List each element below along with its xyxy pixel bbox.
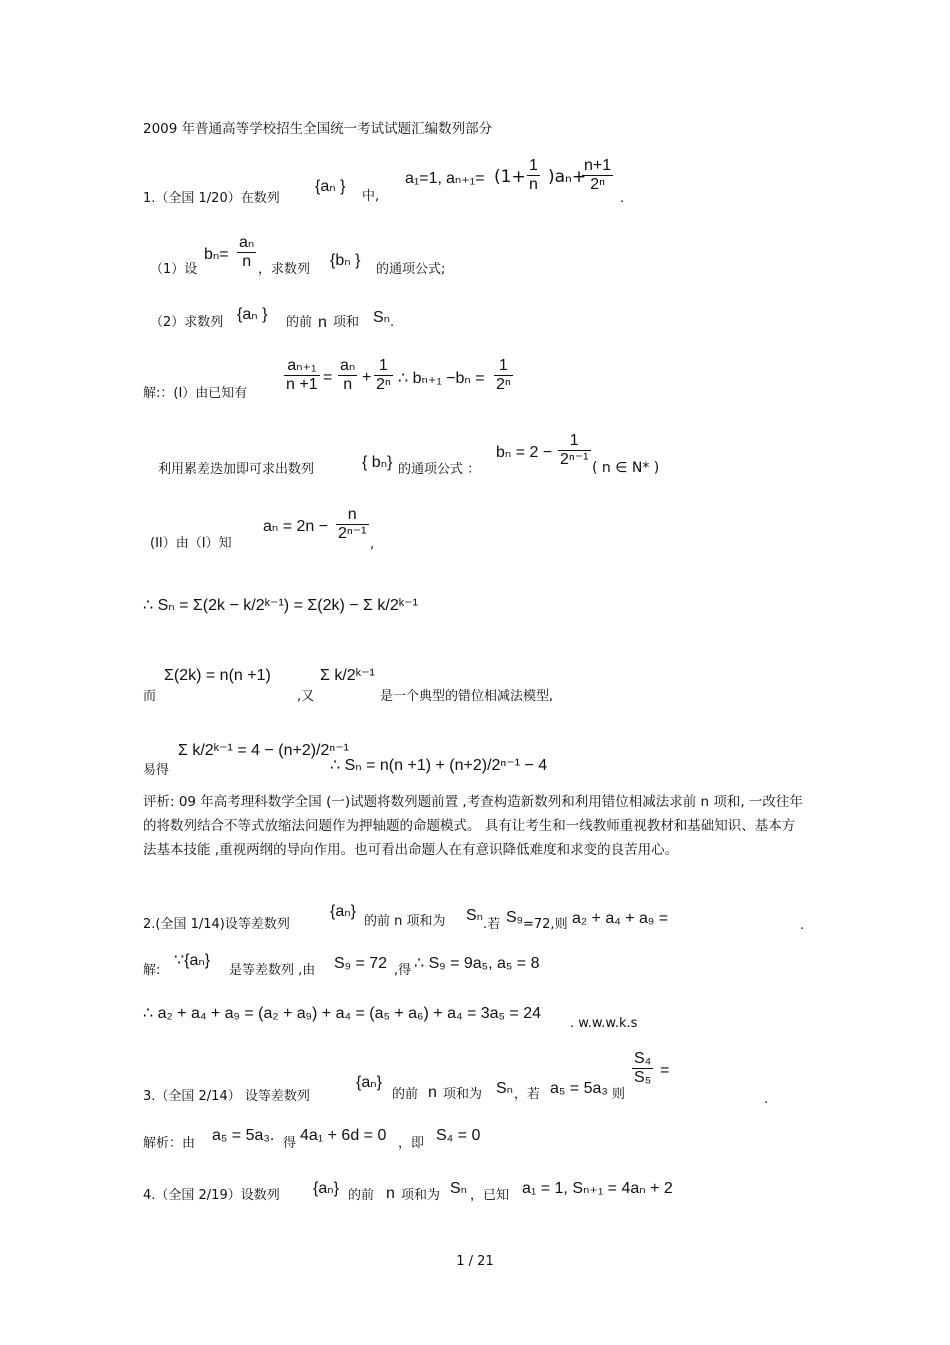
q4-cond: a₁ = 1, Sₙ₊₁ = 4aₙ + 2 [522, 1180, 673, 1197]
q1-intro: 1.（全国 1/20）在数列 [143, 191, 280, 206]
q4-text1: 的前 [348, 1188, 375, 1203]
q2-expr: a₂ + a₄ + a₉ = [572, 910, 669, 927]
q1-yi-result: ∴ Sₙ = n(n +1) + (n+2)/2ⁿ⁻¹ − 4 [330, 757, 548, 774]
q3-sol-result: S₄ = 0 [436, 1127, 481, 1144]
q2-intro: 2.(全国 1/14)设等差数列 [143, 917, 290, 932]
q1-cond-a1: a₁=1, [405, 170, 442, 187]
q1-period: . [620, 191, 625, 206]
q1-part2-seq: {aₙ } [237, 306, 268, 323]
q2-seq: {aₙ} [330, 903, 356, 920]
frac-numerator: S₄ [632, 1050, 653, 1069]
q4-n: n [386, 1185, 395, 1202]
q1-part2-text1: 的前 [286, 315, 313, 330]
q1-zhong: 中, [362, 189, 380, 204]
q1-sum-tail: 的通项公式 ： [398, 462, 481, 477]
q1-sn-formula: ∴ Sₙ = Σ(2k − k/2ᵏ⁻¹) = Σ(2k) − Σ k/2ᵏ⁻¹ [143, 597, 418, 614]
q1-part1-label: （1）设 [150, 262, 198, 277]
q3-sol-cond: a₅ = 5a₃. [212, 1127, 275, 1144]
q2-sol-text1: 是等差数列 ,由 [229, 963, 316, 978]
q3-text2: 项和为 [443, 1087, 483, 1102]
q3-sol-ji: ，即 [398, 1136, 425, 1151]
q1-er-expr2: Σ k/2ᵏ⁻¹ [320, 667, 375, 684]
q1-sum-domain: ( n ∈ N* ) [592, 460, 660, 476]
frac-denominator: 2ⁿ [496, 376, 511, 394]
q2-sn: Sₙ [466, 907, 484, 924]
q1-part1-seq: {bₙ } [330, 252, 361, 269]
q1-yi-label: 易得 [143, 763, 170, 778]
q3-fraction [632, 1050, 653, 1088]
q1-part2-n: n [318, 314, 327, 331]
q2-watermark: . w.w.w.k.s [570, 1016, 638, 1031]
frac-numerator: 1 [527, 157, 540, 176]
q1-cond-fraction-1 [527, 157, 540, 195]
q1-sol-equals: = [323, 369, 333, 386]
q2-s9: S₉ [506, 909, 524, 926]
q1-sol-therefore: ∴ bₙ₊₁ −bₙ = [398, 370, 485, 387]
q1-sol-fraction-1 [284, 357, 320, 395]
q3-eq: = [660, 1062, 670, 1079]
q1-yi-expr: Σ k/2ᵏ⁻¹ = 4 − (n+2)/2ⁿ⁻¹ [178, 742, 349, 759]
q3-solution-label: 解析：由 [143, 1136, 196, 1151]
q1-cond-paren-open: (1+ [494, 167, 526, 187]
q1-part1-tail: 的通项公式; [376, 262, 446, 277]
frac-numerator: n [336, 506, 369, 525]
q1-er-you: ,又 [297, 689, 315, 704]
q3-cond: a₅ = 5a₃ [550, 1080, 608, 1097]
q1-seq-an: {aₙ } [315, 178, 346, 195]
q3-n: n [428, 1084, 437, 1101]
q1-sol-fraction-4 [494, 357, 513, 395]
q1-solution-label: 解:：(I）由已知有 [143, 386, 248, 401]
q1-sol-plus: + [362, 369, 372, 386]
q3-sn: Sₙ [496, 1080, 514, 1097]
q3-blank: . [764, 1092, 769, 1107]
q2-text1: 的前 n 项和为 [364, 914, 446, 929]
q2-text3: =72,则 [523, 917, 568, 932]
q4-sn: Sₙ [450, 1180, 468, 1197]
frac-denominator: 2ⁿ [376, 376, 391, 394]
q2-blank: . [800, 918, 805, 933]
q1-comment: 评析: 09 年高考理科数学全国 (一)试题将数列题前置 ,考查构造新数列和利用错位相减法求前 n 项和, 一改往年的将数列结合不等式放缩法问题作为押轴题的命题模式。 具有让考生和一线教师重视教材和基础知识、基本方法基本技能 ,重视两纲的导向作用。也可看出命题人在有意识降低难度和求变的良苦用心。 [143, 794, 803, 858]
q1-part2-solution-label: (II）由（I）知 [150, 536, 232, 551]
q1-sum-seq: { bₙ} [362, 454, 393, 471]
q2-text2: .若 [483, 917, 501, 932]
q1-part1-text: ，求数列 [258, 262, 311, 277]
frac-denominator: 2ⁿ⁻¹ [560, 451, 589, 469]
q1-part2-period: . [390, 315, 395, 330]
q3-text3: ，若 [514, 1087, 541, 1102]
q4-text3: ，已知 [470, 1188, 510, 1203]
q3-sol-expr: 4a₁ + 6d = 0 [300, 1127, 387, 1144]
q1-cond-fraction-2 [582, 157, 613, 195]
q1-sol-fraction-3 [374, 357, 393, 395]
q1-part2-solution-an: aₙ = 2n − [263, 518, 329, 535]
frac-numerator: 1 [374, 357, 393, 376]
q4-seq: {aₙ} [313, 1180, 339, 1197]
q1-er-label: 而 [143, 689, 157, 704]
q3-text4: 则 [612, 1087, 626, 1102]
q2-sol-text2: ,得 [394, 963, 412, 978]
q2-sol-s9: S₉ = 72 [334, 955, 388, 972]
frac-numerator: aₙ [338, 357, 357, 376]
q1-sol-fraction-2 [338, 357, 357, 395]
q3-intro: 3.（全国 2/14） 设等差数列 [143, 1089, 310, 1104]
q1-sum-fraction [558, 432, 591, 470]
page-number: 1 / 21 [456, 1254, 494, 1269]
document-title: 2009 年普通高等学校招生全国统一考试试题汇编数列部分 [143, 121, 493, 137]
frac-numerator: aₙ₊₁ [284, 357, 320, 376]
frac-numerator: 1 [558, 432, 591, 451]
q4-intro: 4.（全国 2/19）设数列 [143, 1188, 280, 1203]
q1-part2-sn: Sₙ [373, 309, 391, 326]
q1-part2-solution-comma: , [370, 537, 375, 552]
q3-text1: 的前 [392, 1087, 419, 1102]
frac-denominator: n +1 [286, 376, 318, 394]
q1-er-tail: 是一个典型的错位相减法模型, [380, 689, 554, 704]
frac-denominator: n [242, 253, 252, 271]
q1-part2-text2: 项和 [333, 315, 360, 330]
frac-numerator: aₙ [237, 234, 256, 253]
frac-denominator: n [529, 176, 538, 194]
q1-sum-bn: bₙ = 2 − [496, 444, 553, 461]
q4-text2: 项和为 [401, 1188, 441, 1203]
q1-cond-paren-close: )aₙ+ [548, 167, 587, 187]
q1-part2-label: （2）求数列 [150, 315, 224, 330]
q2-sol-line2: ∴ a₂ + a₄ + a₉ = (a₂ + a₉) + a₄ = (a₅ + a₆) + a₄ = 3a₅ = 24 [143, 1005, 542, 1022]
q1-part1-bn: bₙ= [204, 246, 229, 263]
frac-denominator: 2ⁿ⁻¹ [338, 525, 367, 543]
q1-er-expr: Σ(2k) = n(n +1) [164, 667, 271, 684]
q1-part2-solution-fraction [336, 506, 369, 544]
q3-seq: {aₙ} [356, 1074, 382, 1091]
q2-sol-seq: ∵{aₙ} [174, 952, 211, 969]
q1-sum-text: 利用累差迭加即可求出数列 [158, 462, 315, 477]
frac-denominator: S₅ [634, 1069, 652, 1087]
frac-numerator: n+1 [582, 157, 613, 176]
frac-numerator: 1 [494, 357, 513, 376]
q3-sol-de: 得 [283, 1136, 297, 1151]
frac-denominator: n [343, 376, 353, 394]
q1-part1-fraction [237, 234, 256, 272]
frac-denominator: 2ⁿ [590, 176, 605, 194]
q1-cond-an1: aₙ₊₁= [446, 170, 485, 187]
q2-sol-expr: ∴ S₉ = 9a₅, a₅ = 8 [414, 955, 540, 972]
q2-solution-label: 解: [143, 963, 161, 978]
